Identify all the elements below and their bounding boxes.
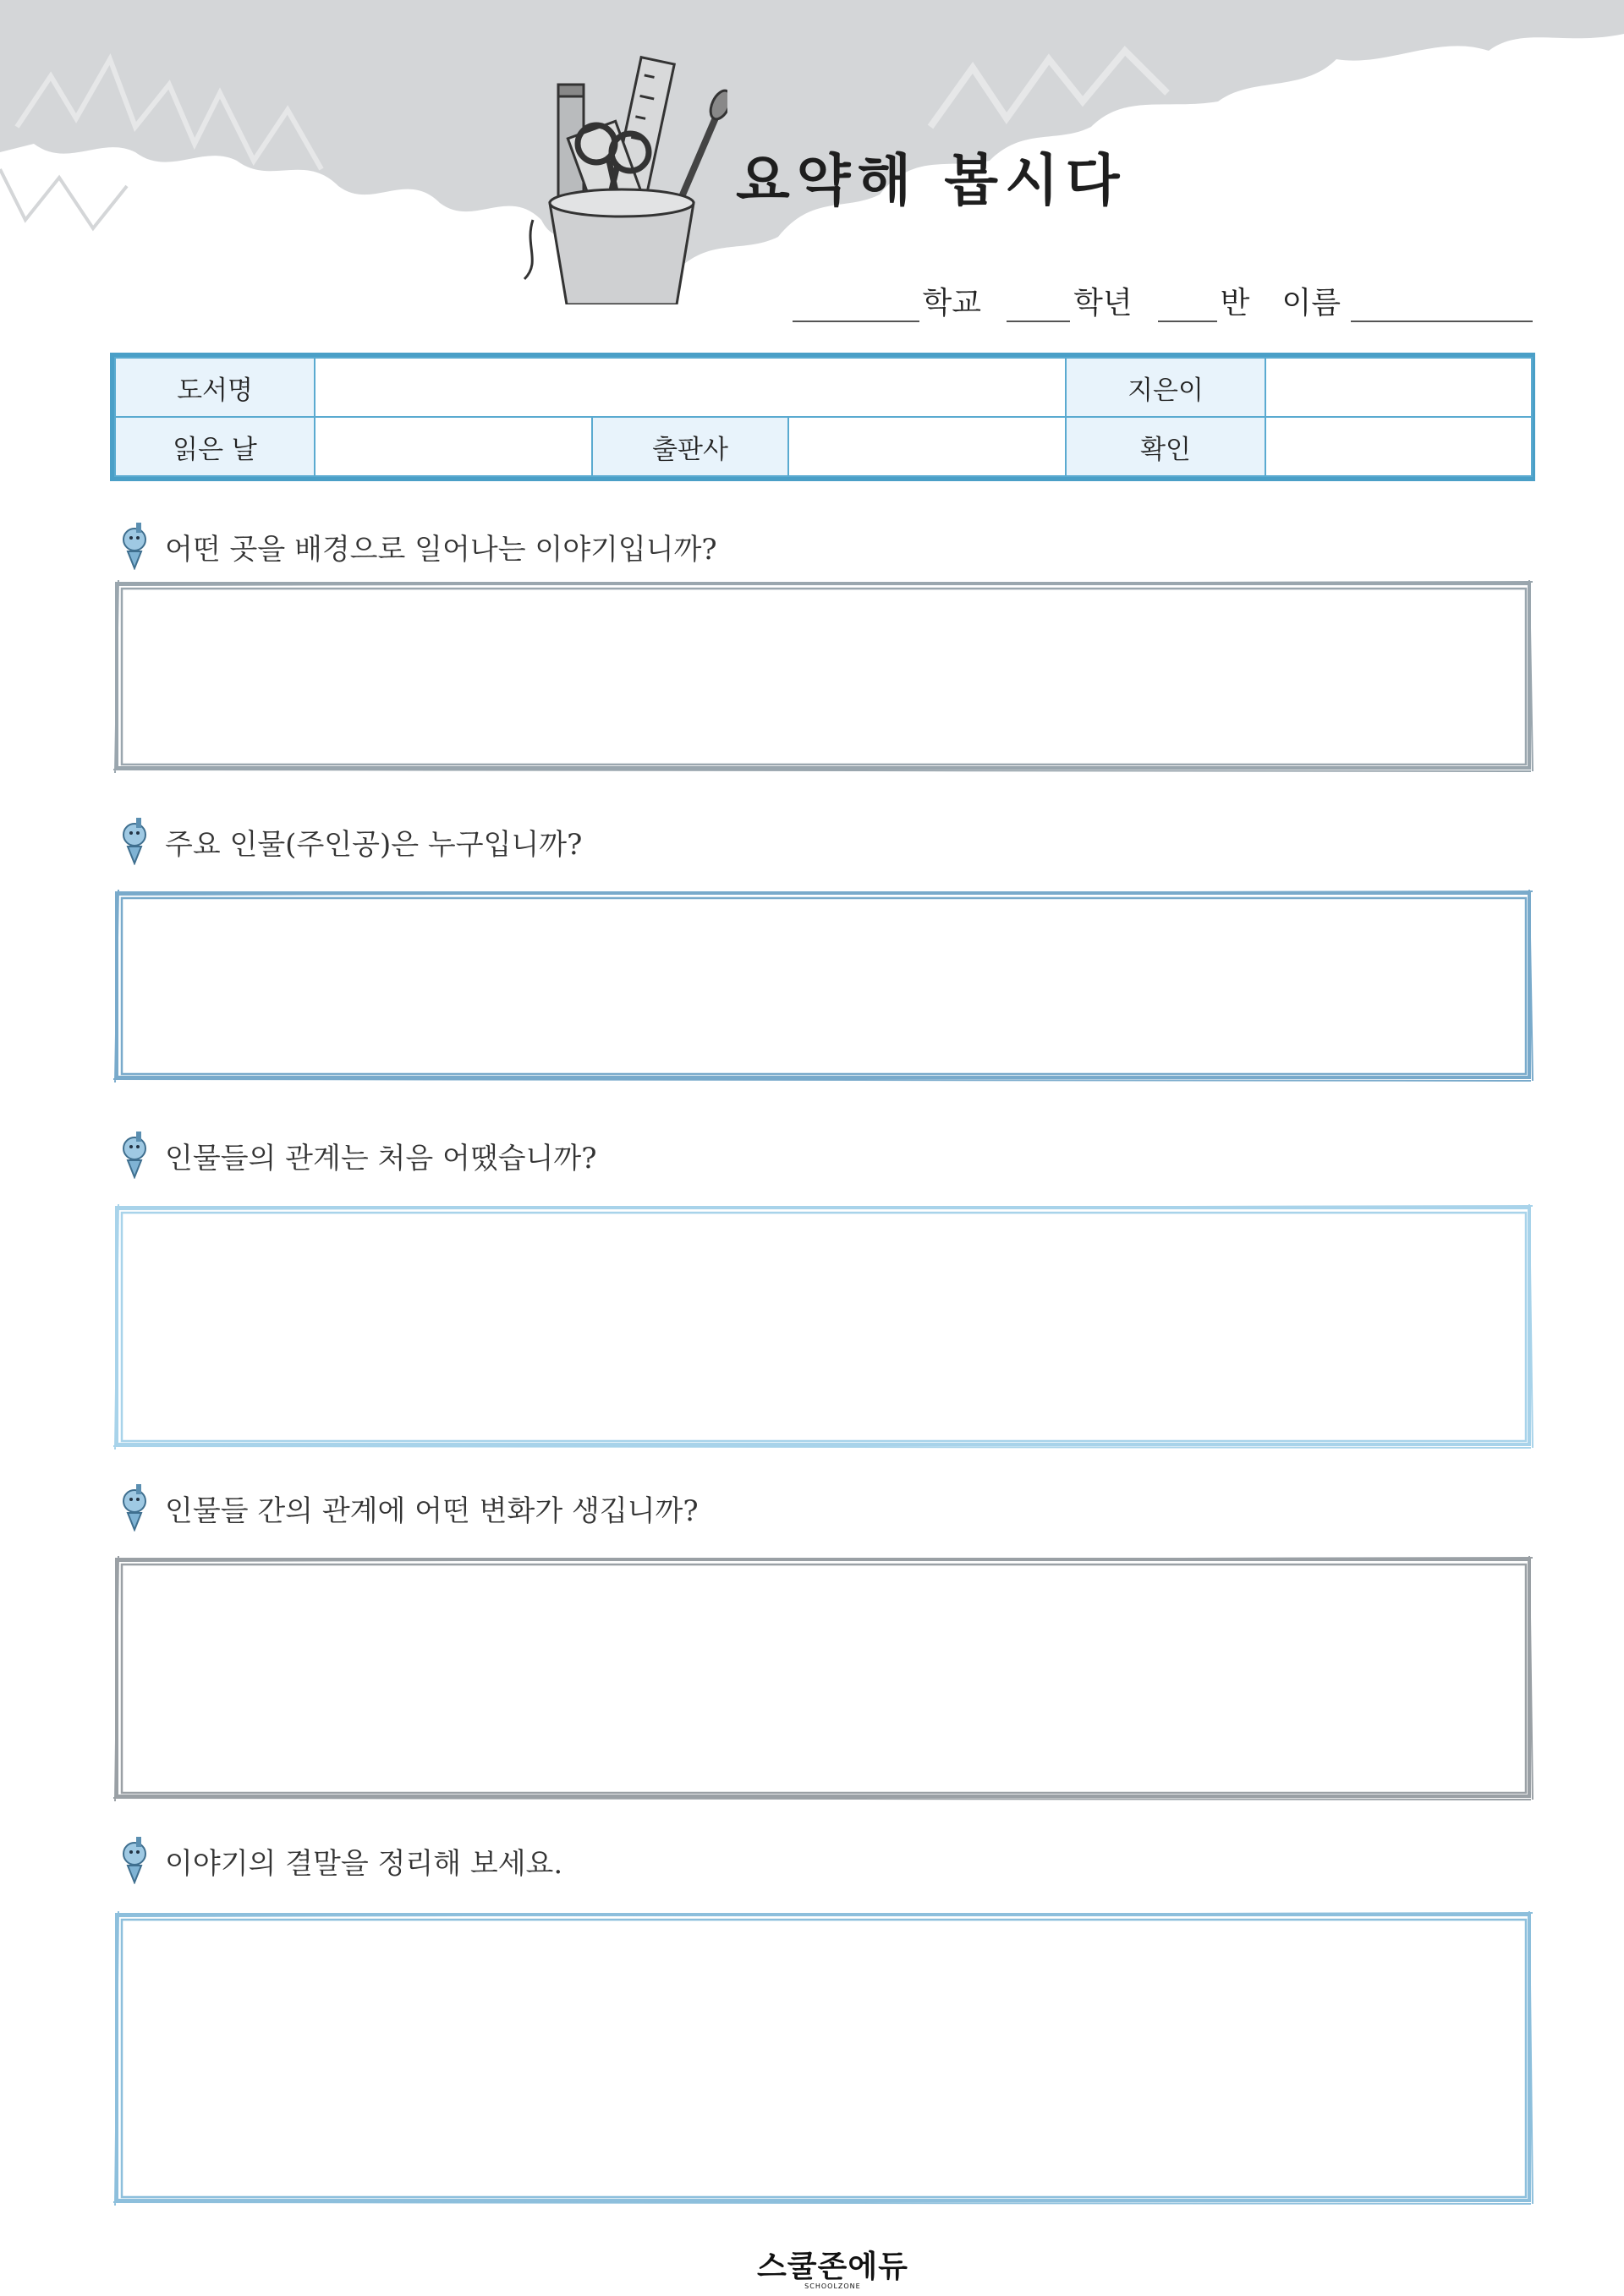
- author-cell[interactable]: [1265, 358, 1532, 417]
- question-5: [116, 1837, 562, 1884]
- answer-box-3[interactable]: [113, 1204, 1534, 1449]
- sketch-frame: [113, 1556, 1534, 1801]
- question-1: [116, 523, 717, 570]
- logo-text: 스쿨존에듀: [757, 2249, 908, 2284]
- page-title: 요약해 봅시다: [736, 148, 1127, 213]
- publisher-label: 출판사: [592, 417, 788, 476]
- grade-field[interactable]: [1007, 285, 1070, 322]
- class-label: 반: [1220, 286, 1250, 321]
- school-field[interactable]: [793, 285, 919, 322]
- answer-box-4[interactable]: [113, 1556, 1534, 1801]
- name-field[interactable]: [1351, 285, 1533, 322]
- author-label: 지은이: [1066, 358, 1265, 417]
- class-field[interactable]: [1158, 285, 1217, 322]
- question-2: [116, 818, 582, 865]
- question-text: 인물들의 관계는 처음 어땠습니까?: [165, 1141, 597, 1175]
- question-text: 어떤 곳을 배경으로 일어나는 이야기입니까?: [165, 532, 717, 567]
- check-cell[interactable]: [1265, 417, 1532, 476]
- pencil-character-icon: [116, 1132, 153, 1179]
- pencil-cup-illustration: [516, 51, 727, 304]
- question-4: [116, 1484, 699, 1532]
- question-text: 주요 인물(주인공)은 누구입니까?: [165, 827, 583, 862]
- grade-label: 학년: [1073, 286, 1133, 321]
- pencil-character-icon: [116, 523, 153, 570]
- schoolzone-logo: [757, 2243, 908, 2290]
- read-date-label: 읽은 날: [115, 417, 315, 476]
- book-title-cell[interactable]: [315, 358, 1066, 417]
- read-date-cell[interactable]: [315, 417, 592, 476]
- question-text: 인물들 간의 관계에 어떤 변화가 생깁니까?: [165, 1493, 699, 1528]
- book-info-table: [110, 353, 1535, 481]
- logo-subtext: SCHOOLZONE: [804, 2282, 861, 2290]
- name-label: 이름: [1281, 286, 1341, 321]
- book-title-label: 도서명: [115, 358, 315, 417]
- answer-box-5[interactable]: [113, 1911, 1534, 2206]
- sketch-frame: [113, 1204, 1534, 1449]
- question-3: [116, 1132, 596, 1179]
- answer-box-1[interactable]: [113, 580, 1534, 773]
- check-label: 확인: [1066, 417, 1265, 476]
- answer-box-2[interactable]: [113, 890, 1534, 1082]
- student-info-line: [777, 279, 1533, 322]
- question-text: 이야기의 결말을 정리해 보세요.: [165, 1846, 563, 1881]
- publisher-cell[interactable]: [788, 417, 1066, 476]
- pencil-character-icon: [116, 818, 153, 865]
- pencil-character-icon: [116, 1484, 153, 1532]
- school-label: 학교: [922, 286, 982, 321]
- sketch-frame: [113, 890, 1534, 1082]
- sketch-frame: [113, 580, 1534, 773]
- pencil-character-icon: [116, 1837, 153, 1884]
- sketch-frame: [113, 1911, 1534, 2206]
